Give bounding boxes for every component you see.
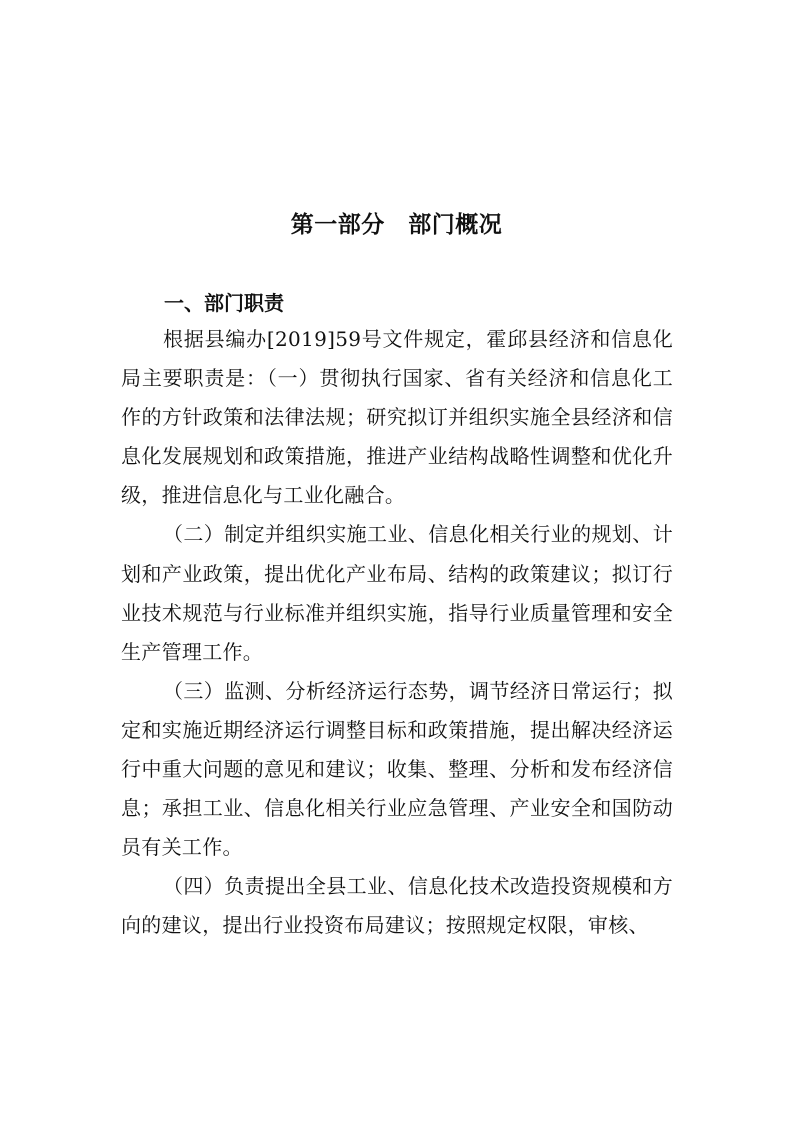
paragraph-4: （四）负责提出全县工业、信息化技术改造投资规模和方向的建议，提出行业投资布局建议；按照规定权限，审核、 bbox=[121, 874, 673, 938]
page-title: 第一部分 部门概况 bbox=[290, 212, 503, 238]
paragraph-1: 根据县编办[2019]59号文件规定，霍邱县经济和信息化局主要职责是：（一）贯彻执行国家、省有关经济和信息化工作的方针政策和法律法规；研究拟订并组织实施全县经济和信息化发展规划和政策措施，推进产业结构战略性调整和优化升级，推进信息化与工业化融合。 bbox=[121, 327, 673, 508]
paragraph-2: （二）制定并组织实施工业、信息化相关行业的规划、计划和产业政策，提出优化产业布局、结构的政策建议；拟订行业技术规范与行业标准并组织实施，指导行业质量管理和安全生产管理工作。 bbox=[121, 522, 673, 664]
document-body bbox=[121, 320, 673, 946]
section-heading: 一、部门职责 bbox=[164, 291, 284, 315]
paragraph-3: （三）监测、分析经济运行态势，调节经济日常运行；拟定和实施近期经济运行调整目标和政策措施，提出解决经济运行中重大问题的意见和建议；收集、整理、分析和发布经济信息；承担工业、信息化相关行业应急管理、产业安全和国防动员有关工作。 bbox=[121, 678, 673, 860]
